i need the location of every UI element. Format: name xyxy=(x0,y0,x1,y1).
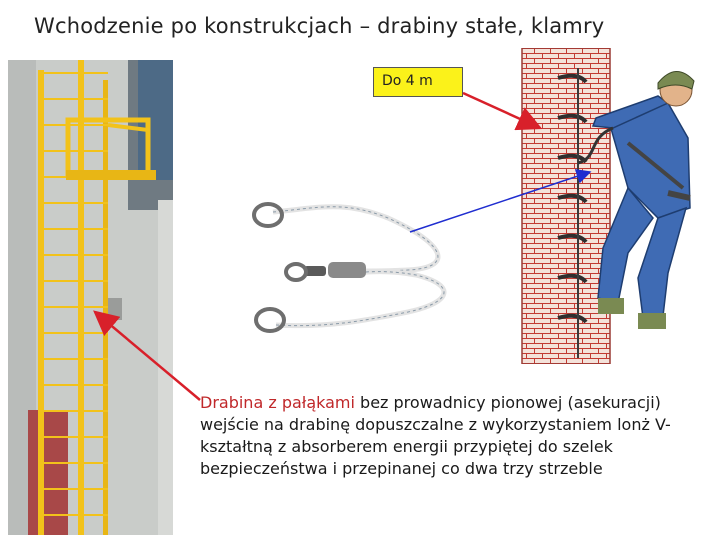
height-label: Do 4 m xyxy=(373,67,463,97)
slide-title: Wchodzenie po konstrukcjach – drabiny stałe, klamry xyxy=(34,14,605,38)
caption-body: bez prowadnicy pionowej (asekuracji) wejście na drabinę dopuszczalne z wykorzystaniem lonż V-kształtną z absorberem energii przypiętej do szelek bezpieczeństwa i przepinanej co dwa trzy strzeble xyxy=(200,393,671,478)
caption-highlight: Drabina z pałąkami xyxy=(200,393,355,412)
climber-illustration xyxy=(518,48,716,364)
lanyard-photo xyxy=(248,190,466,350)
ladder-photo xyxy=(8,60,173,535)
caption-text xyxy=(200,392,682,480)
